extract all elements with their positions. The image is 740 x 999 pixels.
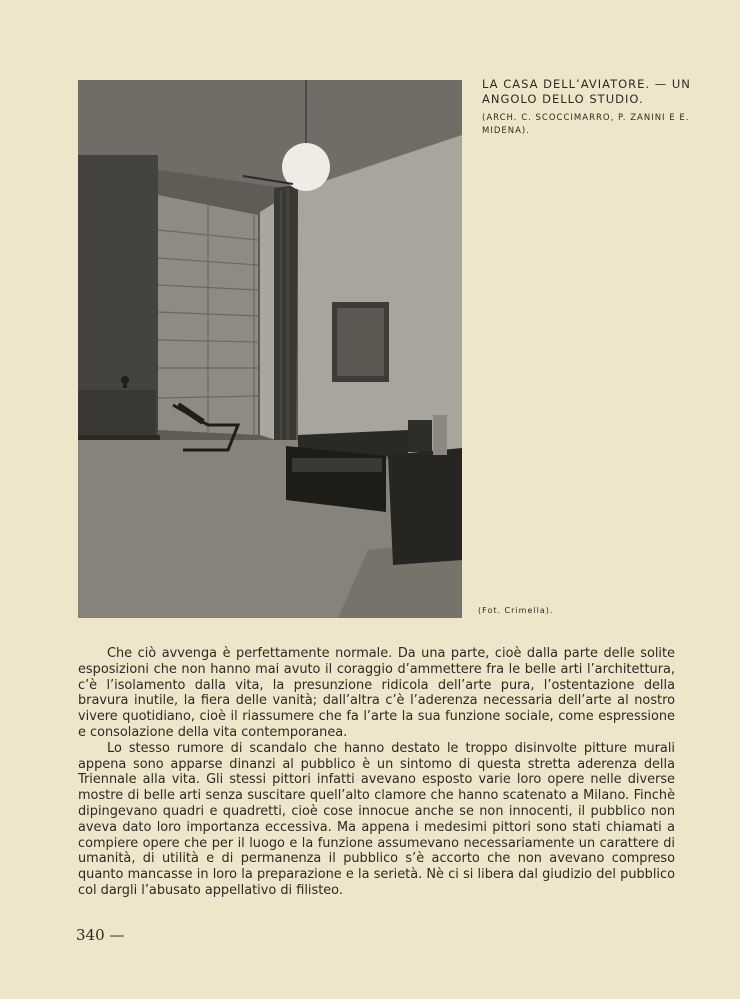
page-number: 340 — <box>76 926 125 944</box>
photo-caption <box>482 77 702 138</box>
paragraph: Lo stesso rumore di scandalo che hanno destato le troppo disinvolte pitture murali appena sono apparse dinanzi al pubblico è un sintomo di questa stretta aderenza della Triennale alla vita. Gli stessi pittori infatti avevano esposto varie loro opere nelle diverse mostre di belle arti senza suscitare quell’alto clamore che hanno scatenato a Milano. Finchè dipingevano quadri e quadretti, cioè cose innocue anche se non innocenti, il pubblico non aveva dato loro importanza eccessiva. Ma appena i medesimi pittori sono stati chiamati a compiere opere che per il luogo e la funzione assumevano necessariamente un carattere di umanità, di utilità e di permanenza il pubblico s’è accorto che non avevano compreso quanto mancasse in loro la preparazione e la serietà. Nè ci si libera dal giudizio del pubblico col dargli l’abusato appellativo di filisteo. <box>78 740 675 898</box>
paragraph: Che ciò avvenga è perfettamente normale. Da una parte, cioè dalla parte delle solite esposizioni che non hanno mai avuto il coraggio d’ammettere fra le belle arti l’architettura, c’è l’isolamento dalla vita, la presunzione ridicola dell’arte pura, l’ostentazione della bravura inutile, la fiera delle vanità; dall’altra c’è l’aderenza necessaria dell’arte al nostro vivere quotidiano, cioè il riassumere che fa l’arte la sua funzione sociale, come espressione e consolazione della vita contemporanea. <box>78 646 675 740</box>
article-body <box>78 646 675 899</box>
caption-architects: (ARCH. C. SCOCCIMARRO, P. ZANINI E E. MIDENA). <box>482 113 690 136</box>
interior-photograph <box>78 80 462 618</box>
photo-credit: (Fot. Crimella). <box>478 606 554 615</box>
caption-title: LA CASA DELL’AVIATORE. — UN ANGOLO DELLO STUDIO. <box>482 77 691 106</box>
